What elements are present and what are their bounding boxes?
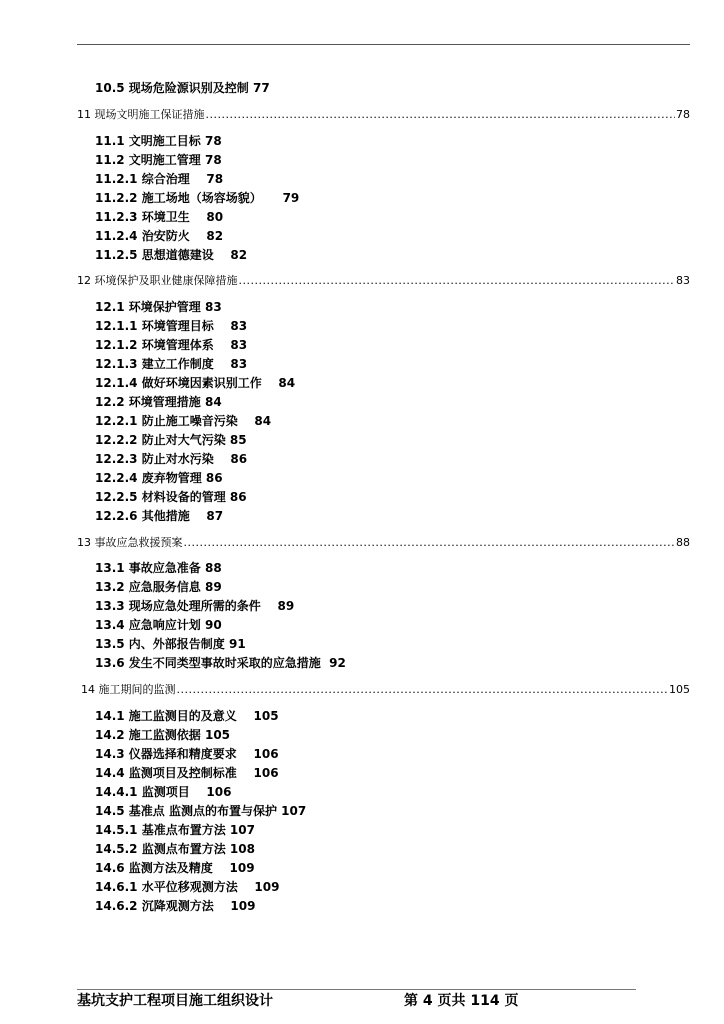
toc-entry[interactable]: 13.5 内、外部报告制度 91 [95,637,246,651]
toc-entry[interactable]: 11.2.3 环境卫生 80 [95,210,224,224]
toc-entry[interactable]: 11.2.4 治安防火 82 [95,229,224,243]
toc-chapter-page: 105 [669,683,690,696]
footer-rule [77,989,636,990]
toc-entry[interactable]: 14.5 基准点 监测点的布置与保护 107 [95,804,307,818]
toc-entry[interactable]: 12.2.4 废弃物管理 86 [95,471,223,485]
toc-entry[interactable]: 13.3 现场应急处理所需的条件 89 [95,599,295,613]
toc-entry[interactable]: 13.6 发生不同类型事故时采取的应急措施 92 [95,656,346,670]
header-rule [77,44,690,45]
toc-entry[interactable]: 12.2.3 防止对水污染 86 [95,452,248,466]
toc-entry[interactable]: 11.2.1 综合治理 78 [95,172,224,186]
toc-entry[interactable]: 11.2.5 思想道德建设 82 [95,248,248,262]
toc-entry[interactable]: 14.1 施工监测目的及意义 105 [95,709,279,723]
toc-entry[interactable]: 12.2.1 防止施工噪音污染 84 [95,414,272,428]
toc-entry[interactable]: 14.6.1 水平位移观测方法 109 [95,880,280,894]
toc-entry[interactable]: 14.2 施工监测依据 105 [95,728,231,742]
toc-chapter-page: 78 [676,108,690,121]
toc-chapter-entry[interactable] [77,107,690,123]
toc-entry[interactable]: 14.6.2 沉降观测方法 109 [95,899,256,913]
toc-entry[interactable]: 12.2.6 其他措施 87 [95,509,224,523]
toc-chapter-title: 13 事故应急救援预案 [77,536,183,549]
toc-entry[interactable]: 12.2.2 防止对大气污染 85 [95,433,247,447]
toc-entry[interactable]: 12.1.3 建立工作制度 83 [95,357,248,371]
footer-document-title: 基坑支护工程项目施工组织设计 [77,993,273,1009]
toc-chapter-page: 83 [676,274,690,287]
footer-page-number: 第 4 页共 114 页 [404,993,519,1009]
toc-entry[interactable]: 13.2 应急服务信息 89 [95,580,222,594]
toc-entry[interactable]: 12.1.1 环境管理目标 83 [95,319,248,333]
toc-entry[interactable]: 10.5 现场危险源识别及控制 77 [95,81,270,95]
toc-chapter-title: 12 环境保护及职业健康保障措施 [77,274,238,287]
toc-entry[interactable]: 12.2.5 材料设备的管理 86 [95,490,247,504]
toc-entry[interactable]: 12.1 环境保护管理 83 [95,300,222,314]
toc-entry[interactable]: 14.4 监测项目及控制标准 106 [95,766,279,780]
toc-chapter-title: 14 施工期间的监测 [81,683,176,696]
toc-entry[interactable]: 11.2 文明施工管理 78 [95,153,222,167]
toc-chapter-title: 11 现场文明施工保证措施 [77,108,205,121]
toc-entry[interactable]: 11.2.2 施工场地（场容场貌） 79 [95,191,300,205]
toc-chapter-entry[interactable] [81,682,690,698]
toc-entry[interactable]: 14.3 仪器选择和精度要求 106 [95,747,279,761]
toc-entry[interactable]: 12.1.2 环境管理体系 83 [95,338,248,352]
toc-entry[interactable]: 12.2 环境管理措施 84 [95,395,222,409]
toc-entry[interactable]: 14.4.1 监测项目 106 [95,785,232,799]
toc-entry[interactable]: 12.1.4 做好环境因素识别工作 84 [95,376,296,390]
toc-entry[interactable]: 11.1 文明施工目标 78 [95,134,222,148]
toc-leader-dots [239,273,676,289]
toc-chapter-entry[interactable] [77,273,690,289]
toc-leader-dots [177,682,669,698]
toc-entry[interactable]: 14.6 监测方法及精度 109 [95,861,255,875]
toc-entry[interactable]: 14.5.2 监测点布置方法 108 [95,842,255,856]
toc-entry[interactable]: 13.1 事故应急准备 88 [95,561,222,575]
toc-entry[interactable]: 13.4 应急响应计划 90 [95,618,222,632]
toc-leader-dots [206,107,676,123]
toc-chapter-entry[interactable] [77,535,690,551]
toc-chapter-page: 88 [676,536,690,549]
toc-leader-dots [184,535,676,551]
toc-entry[interactable]: 14.5.1 基准点布置方法 107 [95,823,255,837]
